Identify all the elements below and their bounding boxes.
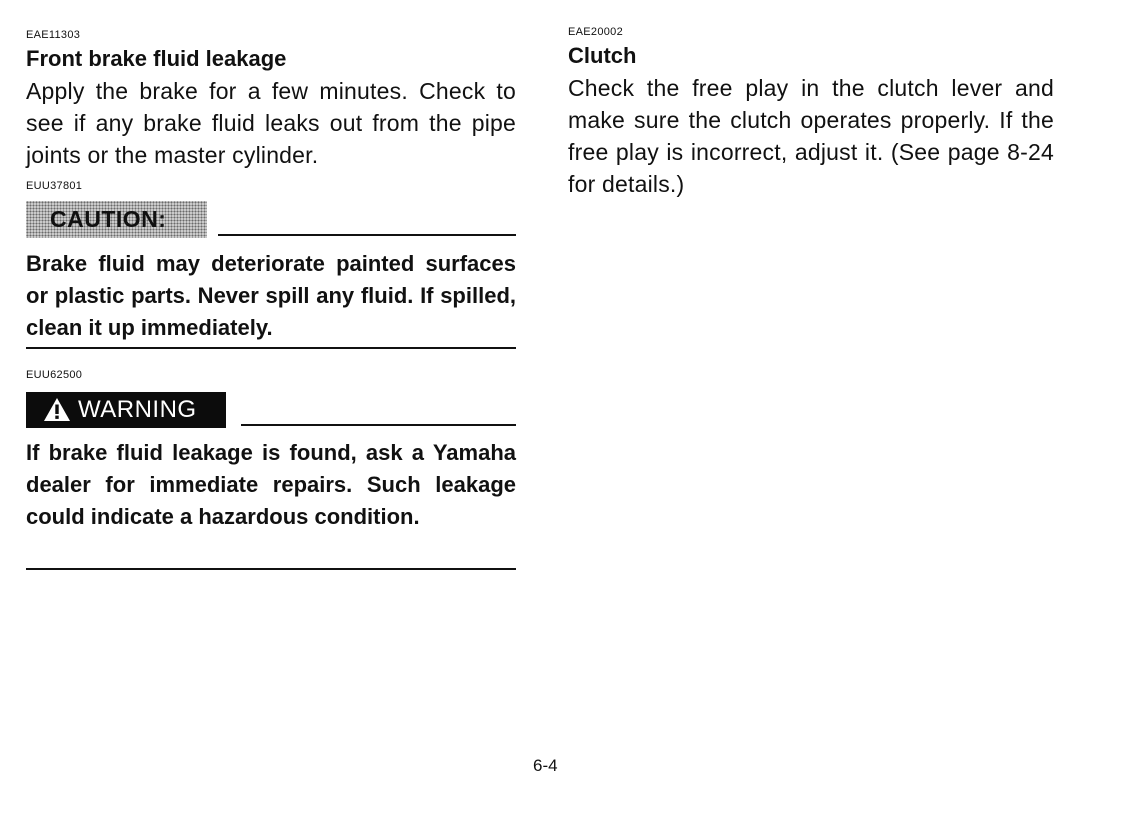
warning-bottom-rule — [26, 568, 516, 570]
caution-bottom-rule — [26, 347, 516, 349]
warning-label-text: WARNING — [78, 396, 197, 423]
section-code: EAE11303 — [26, 29, 81, 41]
caution-label: CAUTION: — [26, 201, 207, 238]
front-brake-body: Apply the brake for a few minutes. Check to see if any brake fluid leaks out from the pipe joints or the master cylinder. — [26, 78, 516, 168]
section-code: EAE20002 — [568, 26, 623, 38]
warning-code: EUU62500 — [26, 369, 83, 381]
page-number: 6-4 — [533, 756, 558, 775]
section-title-clutch: Clutch — [568, 43, 637, 68]
caution-text: Brake fluid may deteriorate painted surfaces or plastic parts. Never spill any fluid. If spilled, clean it up immediately. — [26, 251, 516, 340]
clutch-body: Check the free play in the clutch lever and make sure the clutch operates properly. If the free play is incorrect, adjust it. (See page 8-24 for details.) — [568, 75, 1054, 197]
caution-header-rule — [218, 234, 516, 236]
warning-label — [26, 392, 226, 428]
warning-triangle-icon — [43, 397, 71, 422]
warning-header-rule — [241, 424, 516, 426]
section-title-front-brake: Front brake fluid leakage — [26, 46, 287, 71]
warning-text: If brake fluid leakage is found, ask a Yamaha dealer for immediate repairs. Such leakage could indicate a hazardous condition. — [26, 440, 516, 529]
caution-code: EUU37801 — [26, 180, 83, 192]
